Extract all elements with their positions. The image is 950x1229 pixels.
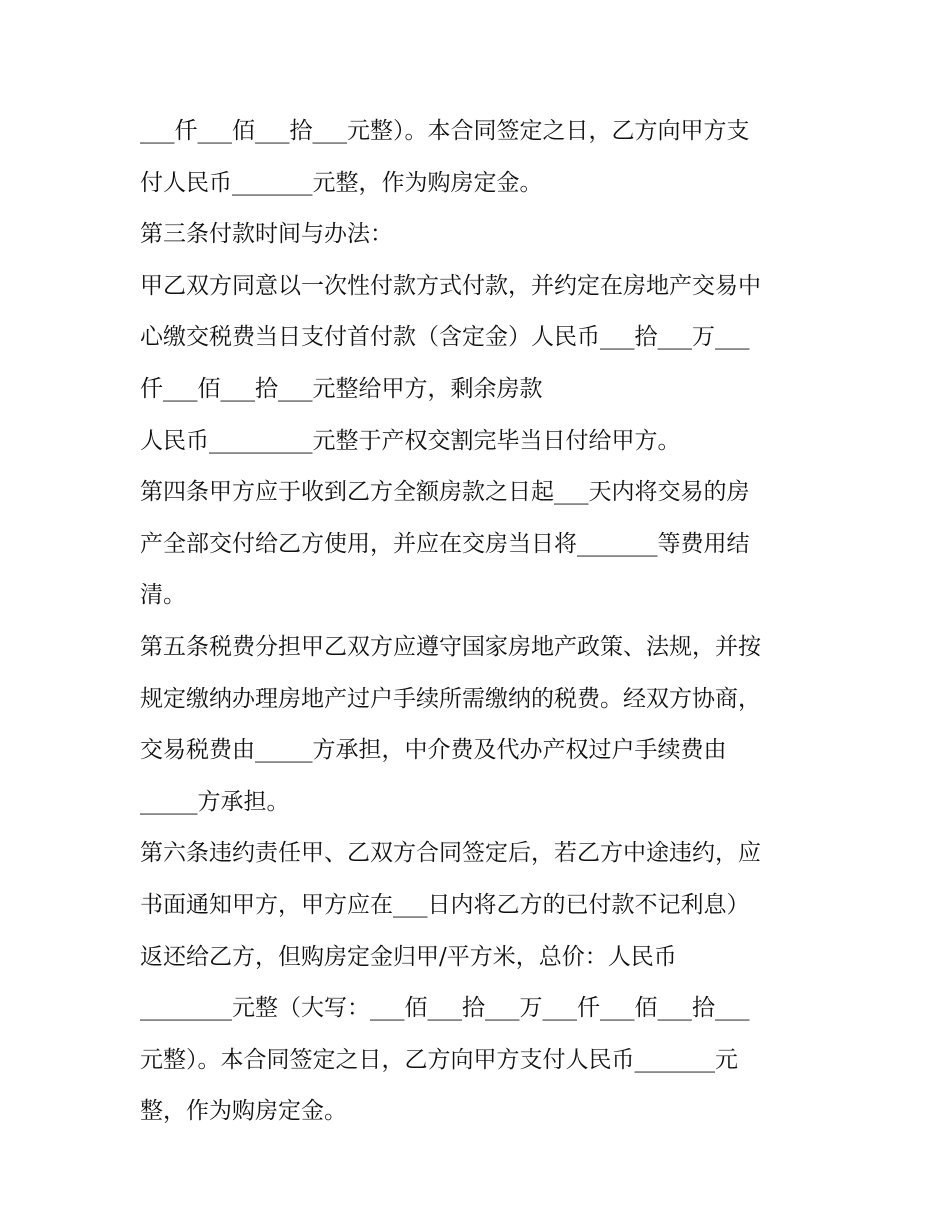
- text-line: 付人民币_______元整，作为购房定金。: [140, 169, 543, 196]
- text-line: 第四条甲方应于收到乙方全额房款之日起___天内将交易的房: [140, 479, 750, 506]
- text-line: 元整）。本合同签定之日，乙方向甲方支付人民币_______元: [140, 1046, 738, 1073]
- text-line: 交易税费由_____方承担，中介费及代办产权过户手续费由: [140, 737, 727, 764]
- contract-text: [140, 106, 830, 1138]
- text-line: 返还给乙方，但购房定金归甲/平方米，总价：人民币: [140, 943, 677, 970]
- text-line: 第五条税费分担甲乙双方应遵守国家房地产政策、法规，并按: [140, 633, 761, 660]
- text-line: 清。: [140, 582, 186, 609]
- text-line: ________元整（大写：___佰___拾___万___仟___佰___拾___: [140, 995, 750, 1022]
- text-line: 第六条违约责任甲、乙双方合同签定后，若乙方中途违约，应: [140, 840, 761, 867]
- text-line: 书面通知甲方，甲方应在___日内将乙方的已付款不记利息）: [140, 891, 750, 918]
- text-line: 产全部交付给乙方使用，并应在交房当日将_______等费用结: [140, 530, 750, 557]
- text-line: 人民币_________元整于产权交割完毕当日付给甲方。: [140, 427, 681, 454]
- text-line: ___仟___佰___拾___元整）。本合同签定之日，乙方向甲方支: [140, 118, 750, 144]
- text-line: _____方承担。: [140, 788, 290, 815]
- text-line: 规定缴纳办理房地产过户手续所需缴纳的税费。经双方协商，: [140, 685, 761, 712]
- text-line: 第三条付款时间与办法：: [140, 221, 393, 248]
- text-line: 整，作为购房定金。: [140, 1098, 347, 1125]
- text-line: 心缴交税费当日支付首付款（含定金）人民币___拾___万___: [140, 324, 750, 351]
- text-line: 仟___佰___拾___元整给甲方，剩余房款: [140, 375, 543, 402]
- text-line: 甲乙双方同意以一次性付款方式付款，并约定在房地产交易中: [140, 272, 761, 299]
